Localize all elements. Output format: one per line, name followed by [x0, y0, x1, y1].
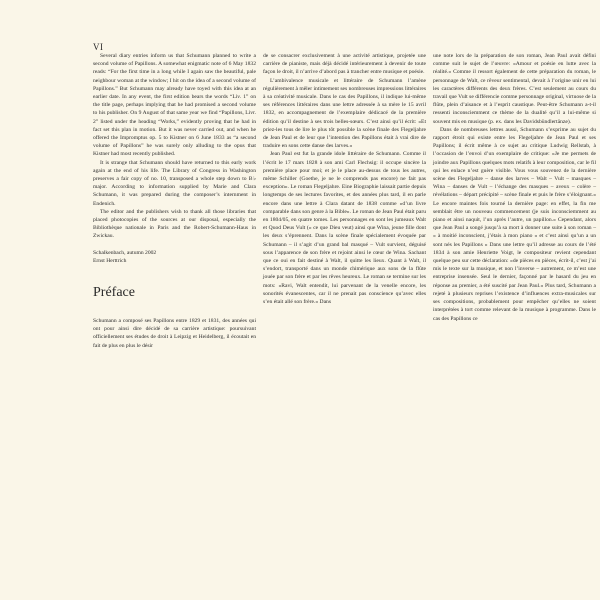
column-middle	[263, 52, 426, 306]
column-right	[433, 52, 596, 323]
page-number: VI	[93, 42, 104, 52]
paragraph: L’ambivalence musicale et littéraire de Schumann l’amène régulièrement à mêler intimement ses nombreuses impressions littéraires à sa créativité musicale. Dans le cas des Papillons, il indique lui-même ses références littéraires dans une lettre adressée à sa mère le 15 avril 1832, en accompagnement de l’exemplaire dédicacé de la première édition qu’il destine à ses trois belles-sœurs. C’est ainsi qu’il écrit: «Et priez-les tous de lire le plus tôt possible la scène finale des Flegeljahre de Jean Paul et de leur que l’intention des Papillons était à vrai dire de traduire en sons cette danse des larves.»	[263, 77, 426, 150]
paragraph: The editor and the publishers wish to thank all those libraries that placed photocopies of the sources at our disposal, especially the Bibliothèque nationale in Paris and the Robert-Schumann-Haus in Zwickau.	[93, 208, 256, 240]
paragraph: une note lors de la préparation de son roman, Jean Paul avait défini comme suit le sujet de l’œuvre: «Amour et poésie en lutte avec la réalité.» Comme il ressort également de cette préparation du roman, le personnage de Walt, ce rêveur sentimental, devait à l’origine unir en lui les caractères différents des deux frères. C’est seulement au cours du travail que Vult se différencie comme personnage original, virtuose de la flûte, plein d’aisance et à l’esprit caustique. Peut-être Schumann a-t-il ressenti inconsciemment ce thème de la dualité qu’il a lui-même si souvent mis en musique (p. ex. dans les Davidsbündlertänze).	[433, 53, 596, 125]
column-left	[93, 52, 256, 350]
paragraph: Several diary entries inform us that Schumann planned to write a second volume of Papillons. A somewhat enigmatic note of 6 May 1832 reads: “For the first time in a long while I again saw the beautiful, pale neighbour woman at the window; I hit on the idea of a second volume of Papillons.” But Schumann may already have toyed with this idea at an earlier date. In any event, the first edition bears the words “Liv. 1” on the title page, perhaps implying that he had promised a second volume to his publisher. On 9 August of that same year we find “Papillons, Livr. 2” listed under the heading “Works,” evidently proving that he had in fact set this plan in motion. But it was never carried out, and when he offered the Impromptus op. 5 to Kistner on 6 June 1833 as “a second volume of Papillons” he was surely only alluding to the opus that Kistner had most recently published.	[93, 53, 256, 158]
section-heading: Préface	[93, 285, 135, 301]
signature-place-date: Schalkenbach, autumn 2002	[93, 249, 157, 256]
signature-name: Ernst Herttrich	[93, 257, 127, 264]
paragraph: Schumann a composé ses Papillons entre 1829 et 1831, des années qui ont pour ainsi dire décidé de sa carrière artistique: poursuivant officiellement ses études de droit à Leipzig et Heidelberg, il écoutait en fait de plus en plus le désir	[93, 318, 256, 349]
paragraph: It is strange that Schumann should have returned to this early work again at the end of his life. The Library of Congress in Washington preserves a fair copy of no. 10, transposed a whole step down to B♭ major. According to information supplied by Marie and Clara Schumann, it was prepared during the composer’s internment in Endenich.	[93, 159, 256, 207]
paragraph: de se consacrer exclusivement à une activité artistique, projetée une carrière de pianiste, mais déjà décidé intérieurement à devenir de toute façon le droit, il n’arrive d’abord pas à trancher entre musique et poésie.	[263, 53, 426, 76]
paragraph: Dans de nombreuses lettres aussi, Schumann s’exprime au sujet du rapport étroit qui existe entre les Flegeljahre de Jean Paul et ses Papillons; il écrit même à ce sujet au critique Ludwig Rellstab, à l’occasion de l’envoi d’un exemplaire de critique: «Je me permets de joindre aux Papillons quelques mots relatifs à leur composition, car le fil qui les enlace n’est guère visible. Vous vous souvenez de la dernière scène des Flegeljahre – danse des larves – Walt – Vult – masques – Wina – danses de Vult – l’échange des masques – aveux – colère – révélations – départ précipité – scène finale et puis le frère s’éloignant.» Le encore maintes fois tourné la dernière page: en effet, la fin me semblait être un nouveau commencement (je suis inconsciemment au piano et ainsi naquit, l’un après l’autre, un papillon.» Cependant, alors que Jean Paul a songé jusqu’à sa mort à donner une suite à son roman – « à moitié inconscient, j’étais à mon piano » et c’est ainsi qu’un a un sont nés les Papillons » Dans une lettre qu’il adresse au cours de l’été 1834 à son amie Henriette Voigt, le compositeur revient cependant quelque peu sur cette déclaration: «de pièces en pièces, écrit-il, c’est j’ai mis le texte sur la musique, et non l’inverse – autrement, ce m’est une entreprise insensée. Seul le dernier, façonné par le hasard du jeu en réponse au premier, a été suscité par Jean Paul.» Plus tard, Schumann a rejeté à plusieurs reprises l’existence d’influences extra-musicales sur ses compositions, probablement pour empêcher qu’elles ne soient interprétées à tort comme relevant de la musique à programme. Dans le cas des Papillons ce	[433, 126, 596, 322]
paragraph: Jean Paul est fut la grande idole littéraire de Schumann. Comme il l’écrit le 17 mars 1828 à son ami Carl Flechsig: il occupe sincère la première place pour moi; et je le place au-dessus de tous les autres, même Schiller (Goethe, je ne le comprends pas encore) ne fait pas exception». Le roman Flegeljahre. Eine Biographie laissait partie depuis longtemps de ses lectures favorites, et des années plus tard, il en parle encore dans une lettre à Clara datant de 1838 comme «d’un livre comparable dans son genre à la Bible». Le roman de Jean Paul était paru en 1804/05, en quatre tomes. Les personnages en sont les jumeaux Walt et Quod Deus Vult (« ce que Dieu veut) ainsi que Wina, jeune fille dont les deux s’éprennent. Dans la scène finale spécialement évoquée par Schumann – il s’agit d’un grand bal masqué – Vult survient, déguisé sous l’apparence de son frère et rejoint ainsi le cœur de Wina. Sachant que ce oui en fait destiné à Walt, il quitte les lieux. Quant à Walt, il s’endort, transporté dans un monde chimérique aux sons de la flûte jouée par son frère et par les rêves heureux. Le roman se termine sur les mots: «Ravi, Walt entendit, lui parvenant de la venelle encore, les sonorités évanescentes, car il ne prenait pas conscience qu’avec elles s’en était allé son frère.» Dans	[263, 151, 426, 306]
signature-block	[93, 249, 256, 265]
